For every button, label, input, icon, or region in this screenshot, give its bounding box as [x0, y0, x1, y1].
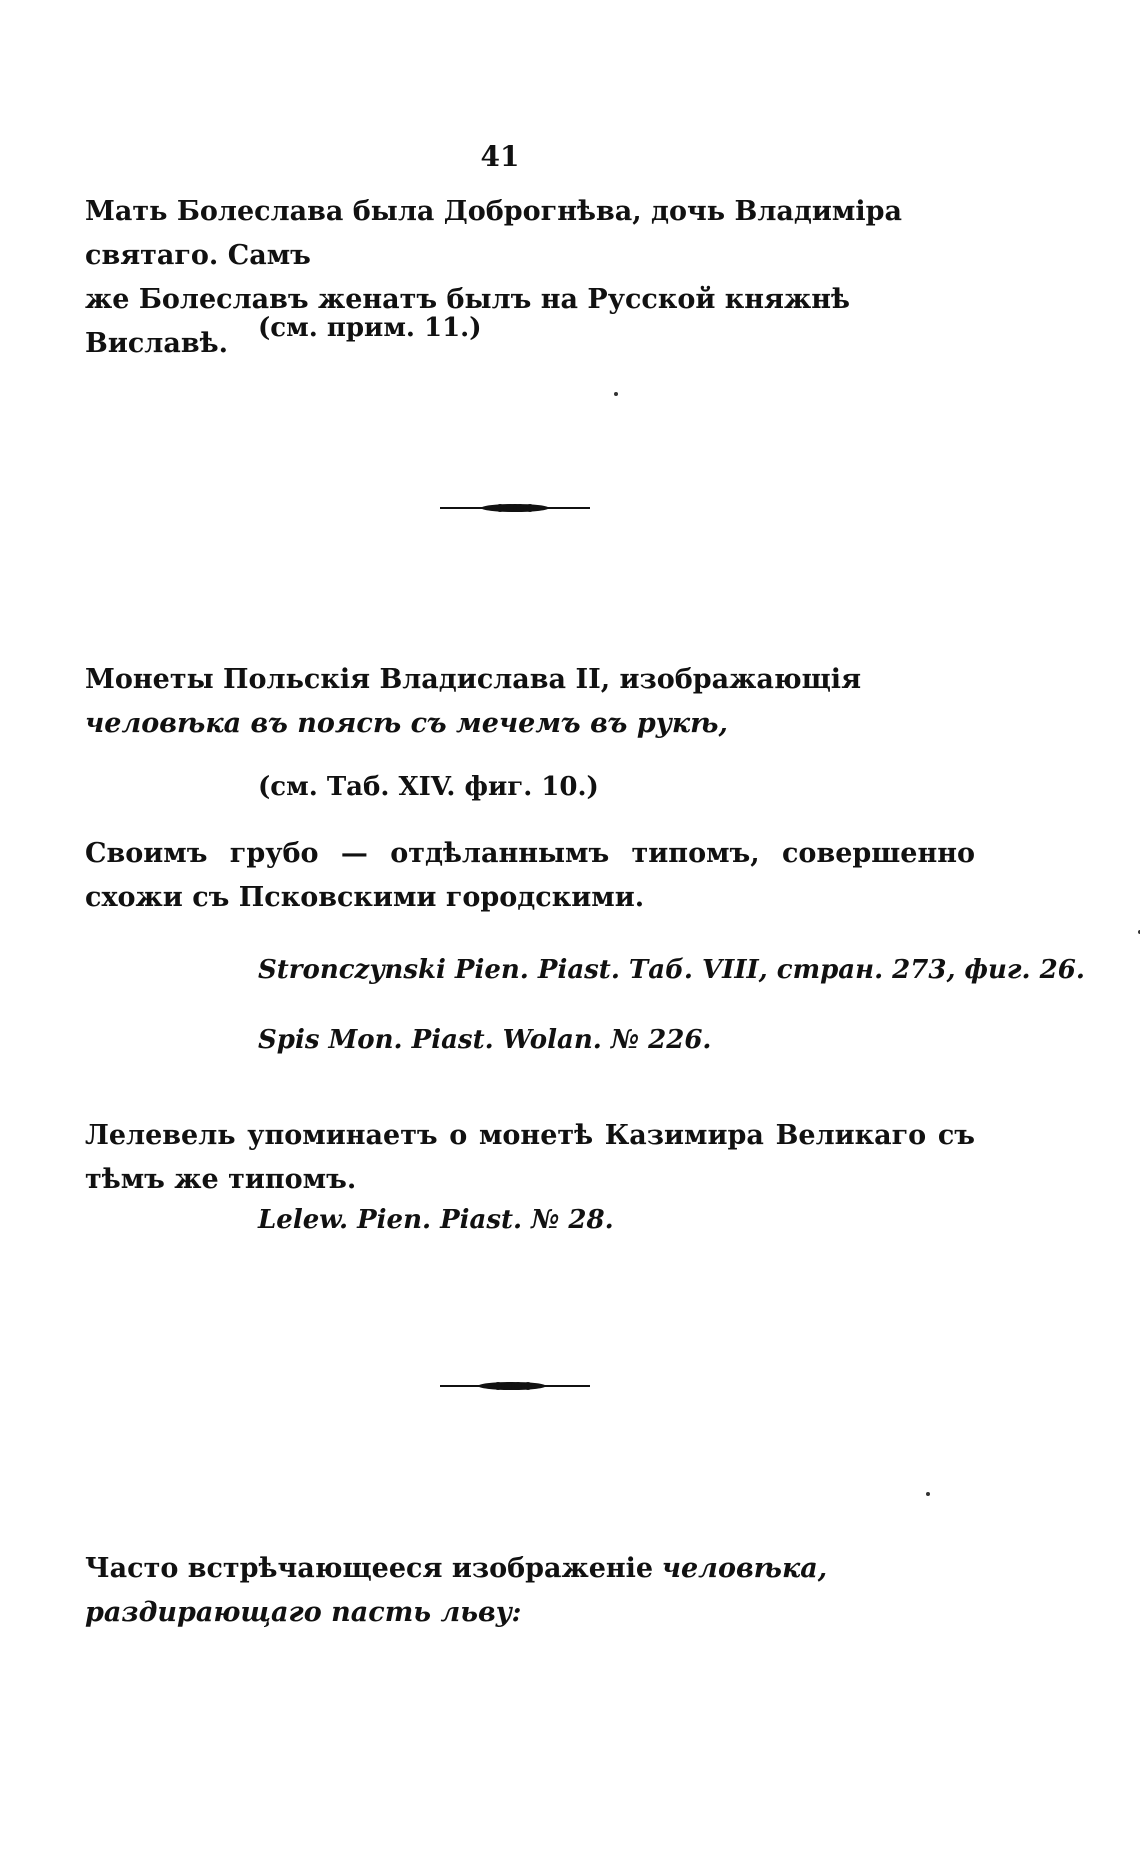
paragraph-mother-of-boleslaw [85, 190, 975, 366]
paragraph-lelewel: Лелевель упоминаетъ о монетѣ Казимира Великаго съ тѣмъ же типомъ. [85, 1120, 975, 1195]
text-line: Мать Болеслава была Доброгнѣва, дочь Владиміра святаго. Самъ [85, 196, 902, 271]
paragraph-crude-type: Своимъ грубо — отдѣланнымъ типомъ, совершенно схожи съ Псковскими городскими. [85, 838, 975, 913]
print-speck [614, 392, 618, 396]
citation-spis: Spis Mon. Piast. Wolan. № 226. [258, 1025, 712, 1055]
page-number: 41 [480, 140, 520, 173]
citation-lelewel: Lelew. Pien. Piast. № 28. [258, 1205, 614, 1235]
intro-text: Монеты Польскія Владислава II, изображающія [85, 664, 862, 695]
text-line: же Болеславъ женатъ былъ на Русской княжнѣ Виславѣ. [85, 284, 851, 359]
reference-note: (см. прим. 11.) [258, 313, 482, 343]
ornamental-divider [440, 1380, 590, 1392]
citation-stronczynski: Stronczynski Pien. Piast. Таб. VIII, стран. 273, фиг. 26. [258, 955, 1085, 985]
paragraph-man-tearing-lion [85, 1547, 975, 1635]
print-speck [926, 1492, 930, 1496]
table-reference: (см. Таб. XIV. фиг. 10.) [258, 772, 599, 802]
italic-description: человѣка, раздирающаго пасть львy: [85, 1553, 828, 1628]
intro-text: Часто встрѣчающееся изображеніе [85, 1553, 654, 1584]
paragraph-coins-wladyslaw [85, 658, 975, 746]
italic-description: человѣка въ поясѣ съ мечемъ въ рукѣ, [85, 708, 728, 739]
ornamental-divider [440, 502, 590, 514]
